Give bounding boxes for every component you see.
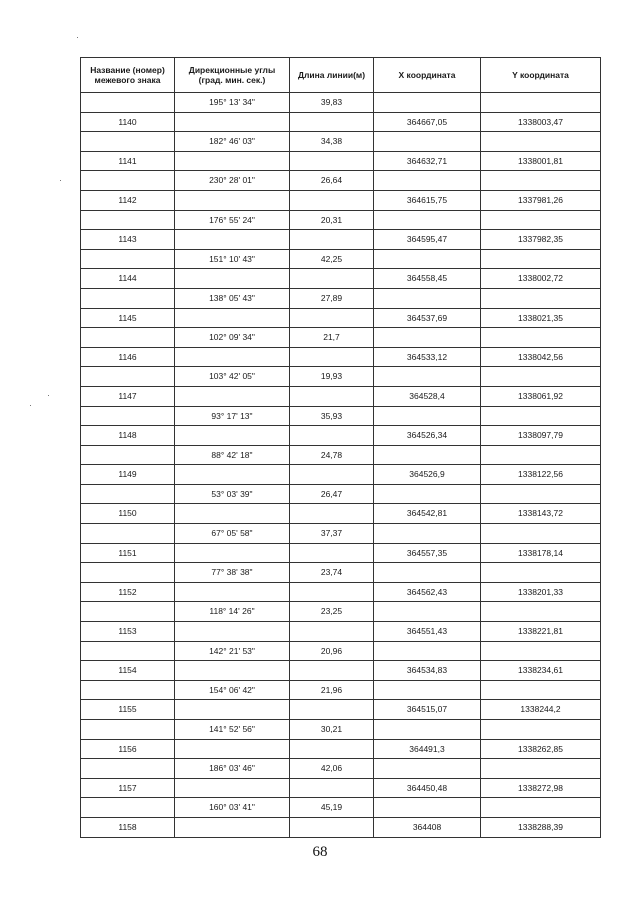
empty-cell — [374, 367, 481, 387]
point-name-cell: 1140 — [81, 112, 175, 132]
line-length-cell: 42,06 — [290, 759, 374, 779]
line-length-cell: 39,83 — [290, 93, 374, 113]
y-coordinate-cell: 1337982,35 — [481, 230, 601, 250]
point-row — [81, 230, 601, 250]
empty-cell — [481, 328, 601, 348]
line-length-cell: 21,96 — [290, 680, 374, 700]
empty-cell — [290, 778, 374, 798]
header-y-coordinate: Y координата — [481, 58, 601, 93]
segment-row — [81, 210, 601, 230]
segment-row — [81, 524, 601, 544]
line-length-cell: 42,25 — [290, 249, 374, 269]
point-row — [81, 817, 601, 837]
table-header-row — [81, 58, 601, 93]
empty-cell — [175, 308, 290, 328]
empty-cell — [374, 484, 481, 504]
empty-cell — [81, 171, 175, 191]
x-coordinate-cell: 364528,4 — [374, 386, 481, 406]
direction-angle-cell: 230° 28' 01" — [175, 171, 290, 191]
segment-row — [81, 484, 601, 504]
line-length-cell: 24,78 — [290, 445, 374, 465]
empty-cell — [481, 445, 601, 465]
empty-cell — [175, 622, 290, 642]
x-coordinate-cell: 364526,9 — [374, 465, 481, 485]
y-coordinate-cell: 1338262,85 — [481, 739, 601, 759]
point-name-cell: 1154 — [81, 661, 175, 681]
direction-angle-cell: 102° 09' 34" — [175, 328, 290, 348]
empty-cell — [481, 210, 601, 230]
y-coordinate-cell: 1337981,26 — [481, 190, 601, 210]
point-name-cell: 1147 — [81, 386, 175, 406]
segment-row — [81, 93, 601, 113]
empty-cell — [175, 426, 290, 446]
empty-cell — [81, 524, 175, 544]
empty-cell — [374, 641, 481, 661]
x-coordinate-cell: 364667,05 — [374, 112, 481, 132]
empty-cell — [374, 445, 481, 465]
direction-angle-cell: 160° 03' 41" — [175, 798, 290, 818]
empty-cell — [290, 269, 374, 289]
line-length-cell: 35,93 — [290, 406, 374, 426]
direction-angle-cell: 151° 10' 43" — [175, 249, 290, 269]
point-name-cell: 1145 — [81, 308, 175, 328]
header-x-coordinate: X координата — [374, 58, 481, 93]
point-row — [81, 504, 601, 524]
empty-cell — [81, 93, 175, 113]
point-name-cell: 1150 — [81, 504, 175, 524]
point-name-cell: 1152 — [81, 582, 175, 602]
y-coordinate-cell: 1338234,61 — [481, 661, 601, 681]
empty-cell — [481, 602, 601, 622]
x-coordinate-cell: 364515,07 — [374, 700, 481, 720]
direction-angle-cell: 67° 05' 58" — [175, 524, 290, 544]
segment-row — [81, 288, 601, 308]
direction-angle-cell: 141° 52' 56" — [175, 720, 290, 740]
y-coordinate-cell: 1338272,98 — [481, 778, 601, 798]
empty-cell — [481, 641, 601, 661]
empty-cell — [290, 543, 374, 563]
empty-cell — [290, 465, 374, 485]
empty-cell — [81, 563, 175, 583]
empty-cell — [175, 151, 290, 171]
empty-cell — [481, 367, 601, 387]
header-direction-angle: Дирекционные углы (град. мин. сек.) — [175, 58, 290, 93]
point-name-cell: 1141 — [81, 151, 175, 171]
point-name-cell: 1157 — [81, 778, 175, 798]
empty-cell — [290, 308, 374, 328]
y-coordinate-cell: 1338042,56 — [481, 347, 601, 367]
segment-row — [81, 759, 601, 779]
empty-cell — [290, 622, 374, 642]
point-row — [81, 308, 601, 328]
empty-cell — [481, 132, 601, 152]
empty-cell — [81, 602, 175, 622]
empty-cell — [290, 386, 374, 406]
x-coordinate-cell: 364615,75 — [374, 190, 481, 210]
point-row — [81, 582, 601, 602]
y-coordinate-cell: 1338003,47 — [481, 112, 601, 132]
scan-speck — [48, 395, 49, 396]
point-name-cell: 1156 — [81, 739, 175, 759]
empty-cell — [290, 347, 374, 367]
direction-angle-cell: 182° 46' 03" — [175, 132, 290, 152]
empty-cell — [290, 582, 374, 602]
empty-cell — [290, 700, 374, 720]
empty-cell — [481, 406, 601, 426]
empty-cell — [290, 817, 374, 837]
empty-cell — [481, 563, 601, 583]
page-number: 68 — [312, 844, 328, 860]
y-coordinate-cell: 1338002,72 — [481, 269, 601, 289]
y-coordinate-cell: 1338178,14 — [481, 543, 601, 563]
point-name-cell: 1143 — [81, 230, 175, 250]
x-coordinate-cell: 364526,34 — [374, 426, 481, 446]
direction-angle-cell: 195° 13' 34" — [175, 93, 290, 113]
empty-cell — [290, 739, 374, 759]
point-row — [81, 347, 601, 367]
empty-cell — [374, 328, 481, 348]
x-coordinate-cell: 364632,71 — [374, 151, 481, 171]
empty-cell — [290, 230, 374, 250]
direction-angle-cell: 93° 17' 13" — [175, 406, 290, 426]
y-coordinate-cell: 1338143,72 — [481, 504, 601, 524]
point-row — [81, 465, 601, 485]
segment-row — [81, 602, 601, 622]
point-name-cell: 1155 — [81, 700, 175, 720]
point-row — [81, 700, 601, 720]
empty-cell — [481, 288, 601, 308]
empty-cell — [374, 249, 481, 269]
y-coordinate-cell: 1338001,81 — [481, 151, 601, 171]
empty-cell — [374, 720, 481, 740]
empty-cell — [374, 171, 481, 191]
empty-cell — [81, 680, 175, 700]
y-coordinate-cell: 1338122,56 — [481, 465, 601, 485]
empty-cell — [374, 406, 481, 426]
segment-row — [81, 171, 601, 191]
table-body — [81, 93, 601, 838]
empty-cell — [175, 269, 290, 289]
empty-cell — [481, 759, 601, 779]
segment-row — [81, 641, 601, 661]
segment-row — [81, 328, 601, 348]
point-name-cell: 1151 — [81, 543, 175, 563]
empty-cell — [374, 93, 481, 113]
empty-cell — [81, 328, 175, 348]
scan-speck — [30, 405, 31, 406]
x-coordinate-cell: 364408 — [374, 817, 481, 837]
point-name-cell: 1146 — [81, 347, 175, 367]
scan-speck — [77, 37, 78, 38]
direction-angle-cell: 176° 55' 24" — [175, 210, 290, 230]
empty-cell — [175, 190, 290, 210]
x-coordinate-cell: 364557,35 — [374, 543, 481, 563]
empty-cell — [374, 798, 481, 818]
point-row — [81, 543, 601, 563]
point-row — [81, 778, 601, 798]
empty-cell — [175, 504, 290, 524]
point-row — [81, 269, 601, 289]
empty-cell — [175, 739, 290, 759]
point-name-cell: 1144 — [81, 269, 175, 289]
y-coordinate-cell: 1338244,2 — [481, 700, 601, 720]
x-coordinate-cell: 364562,43 — [374, 582, 481, 602]
point-row — [81, 739, 601, 759]
empty-cell — [175, 817, 290, 837]
empty-cell — [481, 249, 601, 269]
empty-cell — [81, 759, 175, 779]
empty-cell — [175, 112, 290, 132]
empty-cell — [175, 582, 290, 602]
empty-cell — [374, 680, 481, 700]
line-length-cell: 20,96 — [290, 641, 374, 661]
empty-cell — [481, 171, 601, 191]
empty-cell — [175, 778, 290, 798]
empty-cell — [290, 504, 374, 524]
point-row — [81, 661, 601, 681]
direction-angle-cell: 88° 42' 18" — [175, 445, 290, 465]
empty-cell — [175, 700, 290, 720]
empty-cell — [481, 720, 601, 740]
empty-cell — [374, 288, 481, 308]
line-length-cell: 26,64 — [290, 171, 374, 191]
empty-cell — [374, 563, 481, 583]
empty-cell — [175, 386, 290, 406]
empty-cell — [81, 406, 175, 426]
empty-cell — [481, 524, 601, 544]
point-row — [81, 112, 601, 132]
point-name-cell: 1153 — [81, 622, 175, 642]
line-length-cell: 23,25 — [290, 602, 374, 622]
empty-cell — [81, 288, 175, 308]
line-length-cell: 27,89 — [290, 288, 374, 308]
empty-cell — [481, 93, 601, 113]
line-length-cell: 26,47 — [290, 484, 374, 504]
empty-cell — [481, 680, 601, 700]
empty-cell — [81, 641, 175, 661]
segment-row — [81, 680, 601, 700]
empty-cell — [175, 543, 290, 563]
header-line-length: Длина линии(м) — [290, 58, 374, 93]
x-coordinate-cell: 364533,12 — [374, 347, 481, 367]
scan-speck — [60, 180, 61, 181]
empty-cell — [290, 661, 374, 681]
point-name-cell: 1148 — [81, 426, 175, 446]
line-length-cell: 19,93 — [290, 367, 374, 387]
direction-angle-cell: 118° 14' 26" — [175, 602, 290, 622]
header-point-name: Название (номер) межевого знака — [81, 58, 175, 93]
point-row — [81, 622, 601, 642]
point-name-cell: 1158 — [81, 817, 175, 837]
point-row — [81, 151, 601, 171]
point-name-cell: 1142 — [81, 190, 175, 210]
empty-cell — [290, 426, 374, 446]
empty-cell — [374, 602, 481, 622]
empty-cell — [374, 759, 481, 779]
line-length-cell: 37,37 — [290, 524, 374, 544]
direction-angle-cell: 53° 03' 39" — [175, 484, 290, 504]
segment-row — [81, 406, 601, 426]
empty-cell — [374, 132, 481, 152]
segment-row — [81, 445, 601, 465]
empty-cell — [481, 798, 601, 818]
empty-cell — [81, 798, 175, 818]
empty-cell — [175, 465, 290, 485]
point-row — [81, 426, 601, 446]
point-row — [81, 190, 601, 210]
direction-angle-cell: 154° 06' 42" — [175, 680, 290, 700]
line-length-cell: 23,74 — [290, 563, 374, 583]
line-length-cell: 20,31 — [290, 210, 374, 230]
x-coordinate-cell: 364491,3 — [374, 739, 481, 759]
y-coordinate-cell: 1338201,33 — [481, 582, 601, 602]
x-coordinate-cell: 364542,81 — [374, 504, 481, 524]
empty-cell — [81, 484, 175, 504]
segment-row — [81, 132, 601, 152]
empty-cell — [290, 112, 374, 132]
x-coordinate-cell: 364450,48 — [374, 778, 481, 798]
empty-cell — [175, 230, 290, 250]
y-coordinate-cell: 1338061,92 — [481, 386, 601, 406]
direction-angle-cell: 138° 05' 43" — [175, 288, 290, 308]
x-coordinate-cell: 364558,45 — [374, 269, 481, 289]
empty-cell — [81, 132, 175, 152]
empty-cell — [290, 151, 374, 171]
point-name-cell: 1149 — [81, 465, 175, 485]
direction-angle-cell: 186° 03' 46" — [175, 759, 290, 779]
line-length-cell: 30,21 — [290, 720, 374, 740]
empty-cell — [481, 484, 601, 504]
empty-cell — [374, 524, 481, 544]
coordinates-table — [80, 57, 601, 838]
segment-row — [81, 367, 601, 387]
direction-angle-cell: 103° 42' 05" — [175, 367, 290, 387]
empty-cell — [81, 720, 175, 740]
y-coordinate-cell: 1338221,81 — [481, 622, 601, 642]
empty-cell — [374, 210, 481, 230]
y-coordinate-cell: 1338021,35 — [481, 308, 601, 328]
y-coordinate-cell: 1338288,39 — [481, 817, 601, 837]
segment-row — [81, 563, 601, 583]
line-length-cell: 45,19 — [290, 798, 374, 818]
x-coordinate-cell: 364537,69 — [374, 308, 481, 328]
direction-angle-cell: 77° 38' 38" — [175, 563, 290, 583]
empty-cell — [81, 210, 175, 230]
y-coordinate-cell: 1338097,79 — [481, 426, 601, 446]
line-length-cell: 21,7 — [290, 328, 374, 348]
empty-cell — [175, 347, 290, 367]
empty-cell — [81, 445, 175, 465]
segment-row — [81, 798, 601, 818]
empty-cell — [290, 190, 374, 210]
line-length-cell: 34,38 — [290, 132, 374, 152]
empty-cell — [81, 367, 175, 387]
segment-row — [81, 249, 601, 269]
x-coordinate-cell: 364534,83 — [374, 661, 481, 681]
empty-cell — [81, 249, 175, 269]
direction-angle-cell: 142° 21' 53" — [175, 641, 290, 661]
point-row — [81, 386, 601, 406]
segment-row — [81, 720, 601, 740]
empty-cell — [175, 661, 290, 681]
x-coordinate-cell: 364595,47 — [374, 230, 481, 250]
x-coordinate-cell: 364551,43 — [374, 622, 481, 642]
